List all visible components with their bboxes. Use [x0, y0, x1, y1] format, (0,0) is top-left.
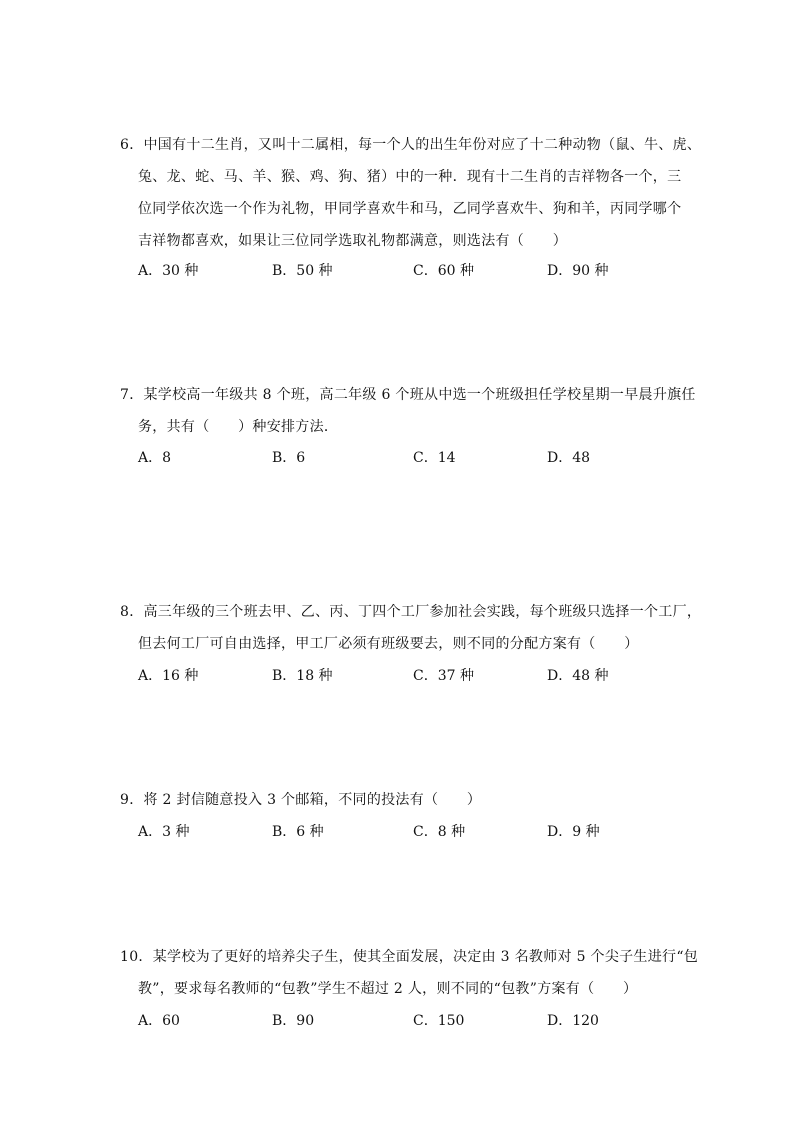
- question-8-option-b[interactable]: B．18 种: [272, 668, 333, 684]
- question-10-line-2: 教”，要求每名教师的“包教”学生不超过 2 人，则不同的“包教”方案有（ ）: [138, 981, 638, 997]
- question-7-option-b[interactable]: B．6: [272, 450, 306, 466]
- question-6-line-3: 位同学依次选一个作为礼物，甲同学喜欢牛和马，乙同学喜欢牛、狗和羊，丙同学哪个: [138, 201, 682, 217]
- question-8-option-c[interactable]: C．37 种: [413, 668, 474, 684]
- question-6-line-2: 兔、龙、蛇、马、羊、猴、鸡、狗、猪）中的一种．现有十二生肖的吉祥物各一个，三: [138, 169, 682, 185]
- question-7-option-a[interactable]: A．8: [138, 450, 172, 466]
- question-8-option-a[interactable]: A．16 种: [138, 668, 199, 684]
- question-10-option-b[interactable]: B．90: [272, 1013, 315, 1029]
- question-6-line-4: 吉祥物都喜欢，如果让三位同学选取礼物都满意，则选法有（ ）: [138, 233, 567, 249]
- question-8-option-d[interactable]: D．48 种: [547, 668, 609, 684]
- question-9-option-c[interactable]: C．8 种: [413, 824, 466, 840]
- question-6-option-d[interactable]: D．90 种: [547, 263, 609, 279]
- question-9-line-1: 9．将 2 封信随意投入 3 个邮箱，不同的投法有（ ）: [120, 792, 482, 808]
- question-9-option-b[interactable]: B．6 种: [272, 824, 324, 840]
- question-9-option-d[interactable]: D．9 种: [547, 824, 600, 840]
- question-7-line-2: 务，共有（ ）种安排方法．: [138, 419, 339, 435]
- question-10-option-a[interactable]: A．60: [138, 1013, 180, 1029]
- question-8-line-2: 但去何工厂可自由选择，甲工厂必须有班级要去，则不同的分配方案有（ ）: [138, 636, 639, 652]
- question-10-option-c[interactable]: C．150: [413, 1013, 465, 1029]
- question-10-line-1: 10．某学校为了更好的培养尖子生，使其全面发展，决定由 3 名教师对 5 个尖子生进行“包: [120, 949, 699, 965]
- question-7-option-d[interactable]: D．48: [547, 450, 591, 466]
- question-8-line-1: 8．高三年级的三个班去甲、乙、丙、丁四个工厂参加社会实践，每个班级只选择一个工厂，: [120, 604, 702, 620]
- question-6-option-c[interactable]: C．60 种: [413, 263, 474, 279]
- question-7-line-1: 7．某学校高一年级共 8 个班，高二年级 6 个班从中选一个班级担任学校星期一早晨升旗任: [120, 387, 696, 403]
- question-6-line-1: 6．中国有十二生肖，又叫十二属相，每一个人的出生年份对应了十二种动物（鼠、牛、虎、: [120, 137, 702, 153]
- question-6-option-b[interactable]: B．50 种: [272, 263, 333, 279]
- question-10-option-d[interactable]: D．120: [547, 1013, 599, 1029]
- question-7-option-c[interactable]: C．14: [413, 450, 456, 466]
- question-9-option-a[interactable]: A．3 种: [138, 824, 190, 840]
- question-6-option-a[interactable]: A．30 种: [138, 263, 199, 279]
